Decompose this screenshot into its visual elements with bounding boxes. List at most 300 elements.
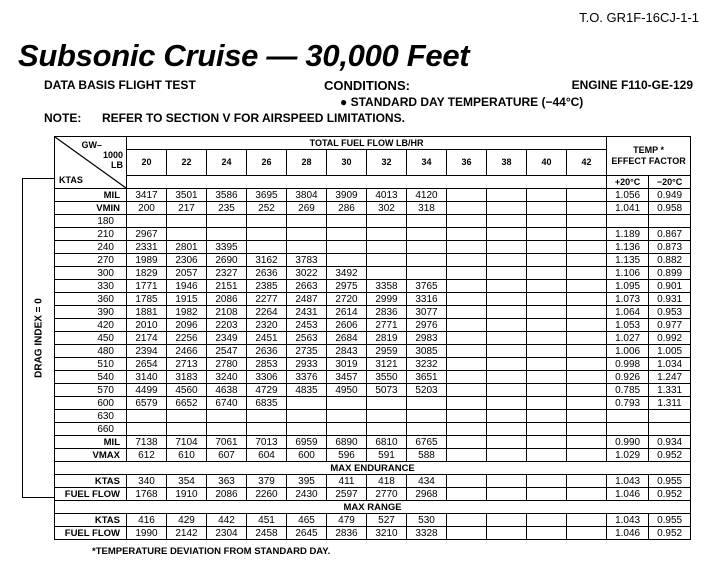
fuel-flow-cell: 2453	[287, 319, 327, 332]
temp-factor-plus-cell: 1.106	[607, 267, 649, 280]
table-row	[55, 189, 691, 202]
fuel-flow-cell	[287, 241, 327, 254]
fuel-flow-cell	[567, 202, 607, 215]
fuel-flow-cell: 1768	[127, 488, 167, 501]
table-row	[55, 358, 691, 371]
fuel-flow-cell: 2636	[247, 267, 287, 280]
total-fuel-flow-header: TOTAL FUEL FLOW LB/HR	[127, 137, 607, 150]
fuel-flow-cell	[487, 293, 527, 306]
fuel-flow-cell	[447, 189, 487, 202]
fuel-flow-cell: 2431	[287, 306, 327, 319]
fuel-flow-cell	[487, 436, 527, 449]
fuel-flow-cell: 1946	[167, 280, 207, 293]
fuel-flow-cell: 2086	[207, 293, 247, 306]
fuel-flow-cell	[407, 423, 447, 436]
fuel-flow-cell: 6652	[167, 397, 207, 410]
fuel-flow-cell: 2713	[167, 358, 207, 371]
temp-factor-minus-cell: 0.899	[649, 267, 691, 280]
row-label: 450	[55, 332, 127, 345]
fuel-flow-cell	[367, 267, 407, 280]
fuel-flow-cell: 2770	[367, 488, 407, 501]
row-label: FUEL FLOW	[55, 527, 127, 540]
fuel-flow-cell	[567, 254, 607, 267]
temp-factor-plus-cell: 0.998	[607, 358, 649, 371]
fuel-flow-cell: 2010	[127, 319, 167, 332]
ktas-label: KTAS	[59, 175, 83, 185]
page-title: Subsonic Cruise — 30,000 Feet	[18, 38, 470, 73]
fuel-flow-cell	[487, 488, 527, 501]
fuel-flow-cell: 235	[207, 202, 247, 215]
gw-ktas-header-cell	[55, 137, 127, 189]
fuel-flow-cell	[487, 254, 527, 267]
fuel-flow-cell	[527, 527, 567, 540]
fuel-flow-cell: 318	[407, 202, 447, 215]
row-label: 570	[55, 384, 127, 397]
fuel-flow-cell: 2983	[407, 332, 447, 345]
document-reference: T.O. GR1F-16CJ-1-1	[579, 10, 699, 25]
temp-factor-plus-cell: 1.029	[607, 449, 649, 462]
temp-factor-minus-cell: 1.331	[649, 384, 691, 397]
fuel-flow-cell	[287, 410, 327, 423]
fuel-flow-cell: 363	[207, 475, 247, 488]
table-row	[55, 280, 691, 293]
fuel-flow-cell	[527, 449, 567, 462]
fuel-flow-cell	[447, 215, 487, 228]
gw-column-header: 20	[127, 150, 167, 176]
fuel-flow-cell: 3765	[407, 280, 447, 293]
fuel-flow-cell: 2684	[327, 332, 367, 345]
note	[44, 111, 405, 125]
fuel-flow-cell	[527, 371, 567, 384]
fuel-flow-cell	[327, 397, 367, 410]
engine-label: ENGINE F110-GE-129	[571, 78, 693, 92]
fuel-flow-cell: 2331	[127, 241, 167, 254]
fuel-flow-cell: 3358	[367, 280, 407, 293]
fuel-flow-cell: 451	[247, 514, 287, 527]
fuel-flow-cell	[527, 410, 567, 423]
gw-column-header: 26	[247, 150, 287, 176]
fuel-flow-cell: 286	[327, 202, 367, 215]
fuel-flow-cell	[527, 254, 567, 267]
fuel-flow-cell	[207, 215, 247, 228]
fuel-flow-cell	[487, 371, 527, 384]
fuel-flow-cell	[567, 241, 607, 254]
temp-factor-minus-cell: 0.977	[649, 319, 691, 332]
fuel-flow-cell: 7104	[167, 436, 207, 449]
fuel-flow-cell	[167, 410, 207, 423]
fuel-flow-cell: 2256	[167, 332, 207, 345]
fuel-flow-cell: 2108	[207, 306, 247, 319]
fuel-flow-cell	[367, 397, 407, 410]
fuel-flow-cell: 3306	[247, 371, 287, 384]
temp-factor-minus-cell: 1.247	[649, 371, 691, 384]
temp-factor-plus-cell: 1.027	[607, 332, 649, 345]
fuel-flow-cell	[487, 319, 527, 332]
fuel-flow-cell: 1982	[167, 306, 207, 319]
row-label: KTAS	[55, 514, 127, 527]
fuel-flow-cell: 3085	[407, 345, 447, 358]
fuel-flow-cell	[487, 306, 527, 319]
fuel-flow-cell	[447, 332, 487, 345]
table-row	[55, 514, 691, 527]
fuel-flow-cell	[567, 215, 607, 228]
fuel-flow-cell	[567, 410, 607, 423]
table-row	[55, 254, 691, 267]
gw-column-header: 40	[527, 150, 567, 176]
fuel-flow-cell: 3492	[327, 267, 367, 280]
fuel-flow-cell: 2663	[287, 280, 327, 293]
table-row	[55, 449, 691, 462]
temp-factor-minus-cell: 0.867	[649, 228, 691, 241]
temp-factor-minus-cell: 0.952	[649, 449, 691, 462]
fuel-flow-cell	[527, 345, 567, 358]
fuel-flow-cell: 4013	[367, 189, 407, 202]
fuel-flow-cell	[487, 215, 527, 228]
fuel-flow-cell	[527, 215, 567, 228]
fuel-flow-cell: 479	[327, 514, 367, 527]
fuel-flow-cell: 4729	[247, 384, 287, 397]
fuel-flow-cell: 2819	[367, 332, 407, 345]
fuel-flow-cell: 6835	[247, 397, 287, 410]
fuel-flow-cell	[407, 228, 447, 241]
fuel-flow-cell	[407, 410, 447, 423]
temp-factor-plus-cell: 1.095	[607, 280, 649, 293]
fuel-flow-cell: 6890	[327, 436, 367, 449]
fuel-flow-cell	[447, 306, 487, 319]
table-row	[55, 488, 691, 501]
fuel-flow-cell	[447, 241, 487, 254]
fuel-flow-cell: 2458	[247, 527, 287, 540]
fuel-flow-cell: 2349	[207, 332, 247, 345]
fuel-flow-cell: 3232	[407, 358, 447, 371]
temp-factor-minus-cell	[649, 423, 691, 436]
gw-column-header: 38	[487, 150, 527, 176]
fuel-flow-cell	[367, 215, 407, 228]
fuel-flow-cell	[447, 410, 487, 423]
temp-factor-plus-cell: 1.006	[607, 345, 649, 358]
row-label: 480	[55, 345, 127, 358]
fuel-flow-cell	[287, 397, 327, 410]
table-row	[55, 397, 691, 410]
fuel-flow-cell: 591	[367, 449, 407, 462]
row-label: KTAS	[55, 475, 127, 488]
temp-factor-minus-cell: 0.955	[649, 514, 691, 527]
fuel-flow-cell	[447, 514, 487, 527]
row-label: 360	[55, 293, 127, 306]
fuel-flow-cell: 6959	[287, 436, 327, 449]
fuel-flow-cell	[567, 488, 607, 501]
temp-factor-minus-cell: 1.034	[649, 358, 691, 371]
fuel-flow-cell	[487, 189, 527, 202]
fuel-flow-cell	[487, 228, 527, 241]
temp-factor-plus-cell: 1.053	[607, 319, 649, 332]
gw-units-label: 1000 LB	[102, 150, 123, 170]
fuel-flow-cell	[487, 241, 527, 254]
fuel-flow-cell	[567, 514, 607, 527]
fuel-flow-cell	[447, 449, 487, 462]
fuel-flow-cell	[407, 254, 447, 267]
fuel-flow-cell	[567, 371, 607, 384]
fuel-flow-cell	[527, 488, 567, 501]
temp-factor-plus-cell: 1.043	[607, 475, 649, 488]
fuel-flow-cell	[487, 449, 527, 462]
fuel-flow-cell: 6810	[367, 436, 407, 449]
fuel-flow-cell	[567, 306, 607, 319]
table-row	[55, 319, 691, 332]
temp-factor-plus-cell: 0.793	[607, 397, 649, 410]
table-row	[55, 436, 691, 449]
table-row	[55, 202, 691, 215]
temp-factor-plus-cell: 1.135	[607, 254, 649, 267]
fuel-flow-cell	[327, 410, 367, 423]
fuel-flow-cell	[527, 436, 567, 449]
fuel-flow-cell	[367, 410, 407, 423]
fuel-flow-cell: 530	[407, 514, 447, 527]
row-label: MIL	[55, 189, 127, 202]
table-row	[55, 345, 691, 358]
fuel-flow-cell	[207, 423, 247, 436]
fuel-flow-cell	[567, 267, 607, 280]
fuel-flow-cell	[327, 228, 367, 241]
gw-column-header: 34	[407, 150, 447, 176]
fuel-flow-cell	[567, 527, 607, 540]
temp-factor-minus-cell: 0.934	[649, 436, 691, 449]
temp-factor-minus-cell	[649, 410, 691, 423]
temp-factor-plus-cell: 0.926	[607, 371, 649, 384]
row-label: 300	[55, 267, 127, 280]
fuel-flow-cell	[567, 189, 607, 202]
fuel-flow-cell: 3501	[167, 189, 207, 202]
fuel-flow-cell: 2967	[127, 228, 167, 241]
fuel-flow-cell: 2487	[287, 293, 327, 306]
fuel-flow-cell	[567, 358, 607, 371]
fuel-flow-cell: 1989	[127, 254, 167, 267]
temp-factor-minus-cell: 0.953	[649, 306, 691, 319]
drag-index-label: DRAG INDEX = 0	[33, 298, 45, 378]
fuel-flow-cell: 3783	[287, 254, 327, 267]
temp-factor-minus-cell: 0.949	[649, 189, 691, 202]
fuel-flow-cell	[487, 345, 527, 358]
fuel-flow-cell	[447, 345, 487, 358]
fuel-flow-cell: 465	[287, 514, 327, 527]
temp-factor-plus-cell: 1.056	[607, 189, 649, 202]
fuel-flow-cell	[447, 397, 487, 410]
temp-factor-minus-cell: 0.958	[649, 202, 691, 215]
fuel-flow-cell: 2394	[127, 345, 167, 358]
gw-column-header: 42	[567, 150, 607, 176]
fuel-flow-cell	[167, 228, 207, 241]
fuel-flow-cell: 3162	[247, 254, 287, 267]
fuel-flow-cell: 3651	[407, 371, 447, 384]
table-row	[55, 332, 691, 345]
fuel-flow-cell: 3550	[367, 371, 407, 384]
fuel-flow-cell	[327, 254, 367, 267]
temp-factor-plus-cell	[607, 410, 649, 423]
fuel-flow-cell: 2327	[207, 267, 247, 280]
fuel-flow-cell	[247, 228, 287, 241]
fuel-flow-cell: 2086	[207, 488, 247, 501]
fuel-flow-cell: 3240	[207, 371, 247, 384]
fuel-flow-cell	[207, 228, 247, 241]
fuel-flow-cell: 2277	[247, 293, 287, 306]
table-row	[55, 306, 691, 319]
fuel-flow-cell	[487, 423, 527, 436]
fuel-flow-cell	[527, 228, 567, 241]
fuel-flow-cell: 1881	[127, 306, 167, 319]
fuel-flow-cell	[487, 384, 527, 397]
fuel-flow-cell: 2385	[247, 280, 287, 293]
fuel-flow-cell: 2304	[207, 527, 247, 540]
fuel-flow-cell	[407, 215, 447, 228]
fuel-flow-cell	[527, 397, 567, 410]
fuel-flow-cell	[527, 241, 567, 254]
fuel-flow-cell: 2690	[207, 254, 247, 267]
fuel-flow-cell: 2968	[407, 488, 447, 501]
fuel-flow-cell: 1990	[127, 527, 167, 540]
fuel-flow-cell	[487, 410, 527, 423]
fuel-flow-cell	[527, 280, 567, 293]
fuel-flow-cell	[367, 228, 407, 241]
fuel-flow-cell: 3121	[367, 358, 407, 371]
max-range-section	[55, 501, 691, 514]
temp-factor-minus-cell: 1.311	[649, 397, 691, 410]
fuel-flow-cell: 434	[407, 475, 447, 488]
fuel-flow-cell: 269	[287, 202, 327, 215]
fuel-flow-cell	[487, 475, 527, 488]
fuel-flow-cell: 2801	[167, 241, 207, 254]
fuel-flow-cell	[527, 514, 567, 527]
fuel-flow-cell	[327, 423, 367, 436]
fuel-flow-cell	[407, 397, 447, 410]
row-label: VMAX	[55, 449, 127, 462]
temp-factor-minus-cell	[649, 215, 691, 228]
fuel-flow-cell: 4950	[327, 384, 367, 397]
fuel-flow-cell: 2597	[327, 488, 367, 501]
gw-column-header: 36	[447, 150, 487, 176]
table-row	[55, 293, 691, 306]
fuel-flow-cell	[487, 397, 527, 410]
fuel-flow-cell: 442	[207, 514, 247, 527]
fuel-flow-cell: 3316	[407, 293, 447, 306]
row-label: 420	[55, 319, 127, 332]
fuel-flow-cell	[447, 384, 487, 397]
temp-factor-plus-cell: 1.046	[607, 488, 649, 501]
fuel-flow-cell: 4638	[207, 384, 247, 397]
fuel-flow-cell: 7013	[247, 436, 287, 449]
fuel-flow-cell	[447, 202, 487, 215]
temp-plus-20-header: +20°C	[607, 176, 649, 189]
fuel-flow-cell	[567, 332, 607, 345]
fuel-flow-cell	[567, 280, 607, 293]
fuel-flow-cell	[247, 423, 287, 436]
fuel-flow-cell: 302	[367, 202, 407, 215]
fuel-flow-cell: 1785	[127, 293, 167, 306]
temp-factor-plus-cell: 0.990	[607, 436, 649, 449]
fuel-flow-cell: 3586	[207, 189, 247, 202]
temp-factor-plus-cell: 1.073	[607, 293, 649, 306]
fuel-flow-cell: 4499	[127, 384, 167, 397]
fuel-flow-cell: 2735	[287, 345, 327, 358]
max-endurance-section	[55, 462, 691, 475]
fuel-flow-cell: 2836	[327, 527, 367, 540]
fuel-flow-cell	[287, 215, 327, 228]
fuel-flow-cell: 2636	[247, 345, 287, 358]
temp-factor-minus-cell: 0.901	[649, 280, 691, 293]
temp-factor-plus-cell: 1.041	[607, 202, 649, 215]
header-spacer	[127, 176, 607, 189]
fuel-flow-cell: 3022	[287, 267, 327, 280]
fuel-flow-cell: 2780	[207, 358, 247, 371]
fuel-flow-cell: 2645	[287, 527, 327, 540]
table-row	[55, 423, 691, 436]
fuel-flow-cell: 4560	[167, 384, 207, 397]
fuel-flow-cell: 588	[407, 449, 447, 462]
fuel-flow-cell: 1771	[127, 280, 167, 293]
fuel-flow-cell: 2836	[367, 306, 407, 319]
fuel-flow-cell: 2654	[127, 358, 167, 371]
fuel-flow-cell	[567, 397, 607, 410]
fuel-flow-cell: 2976	[407, 319, 447, 332]
table-row	[55, 371, 691, 384]
fuel-flow-cell	[487, 514, 527, 527]
gw-column-header: 24	[207, 150, 247, 176]
fuel-flow-cell: 2306	[167, 254, 207, 267]
fuel-flow-cell	[567, 475, 607, 488]
fuel-flow-cell: 610	[167, 449, 207, 462]
row-label: 240	[55, 241, 127, 254]
fuel-flow-cell: 2203	[207, 319, 247, 332]
fuel-flow-cell	[167, 423, 207, 436]
fuel-flow-cell	[447, 267, 487, 280]
footnote: *TEMPERATURE DEVIATION FROM STANDARD DAY.	[92, 546, 331, 557]
fuel-flow-cell	[447, 488, 487, 501]
fuel-flow-cell: 340	[127, 475, 167, 488]
fuel-flow-cell: 3395	[207, 241, 247, 254]
fuel-flow-cell: 2959	[367, 345, 407, 358]
fuel-flow-cell	[527, 189, 567, 202]
row-label: 210	[55, 228, 127, 241]
fuel-flow-cell: 2843	[327, 345, 367, 358]
fuel-flow-cell: 5073	[367, 384, 407, 397]
fuel-flow-cell	[447, 475, 487, 488]
temp-factor-minus-cell: 0.952	[649, 488, 691, 501]
fuel-flow-cell	[127, 410, 167, 423]
gross-weight-header-row	[55, 150, 691, 176]
temp-factor-minus-cell: 0.882	[649, 254, 691, 267]
gw-column-header: 30	[327, 150, 367, 176]
temp-factor-plus-cell: 1.046	[607, 527, 649, 540]
fuel-flow-cell: 4835	[287, 384, 327, 397]
temp-factor-plus-cell	[607, 423, 649, 436]
gw-label: GW–	[81, 140, 102, 150]
fuel-flow-cell: 2614	[327, 306, 367, 319]
fuel-flow-cell: 2151	[207, 280, 247, 293]
fuel-flow-cell	[327, 215, 367, 228]
fuel-flow-cell: 2320	[247, 319, 287, 332]
row-label: 330	[55, 280, 127, 293]
fuel-flow-cell	[567, 384, 607, 397]
fuel-flow-cell	[567, 436, 607, 449]
fuel-flow-cell	[567, 319, 607, 332]
note-text: REFER TO SECTION V FOR AIRSPEED LIMITATIONS.	[102, 111, 405, 125]
fuel-flow-cell	[487, 332, 527, 345]
fuel-flow-cell: 379	[247, 475, 287, 488]
fuel-flow-cell	[287, 228, 327, 241]
temp-factor-plus-cell: 1.189	[607, 228, 649, 241]
table-row	[55, 228, 691, 241]
gw-column-header: 32	[367, 150, 407, 176]
fuel-flow-cell: 2430	[287, 488, 327, 501]
